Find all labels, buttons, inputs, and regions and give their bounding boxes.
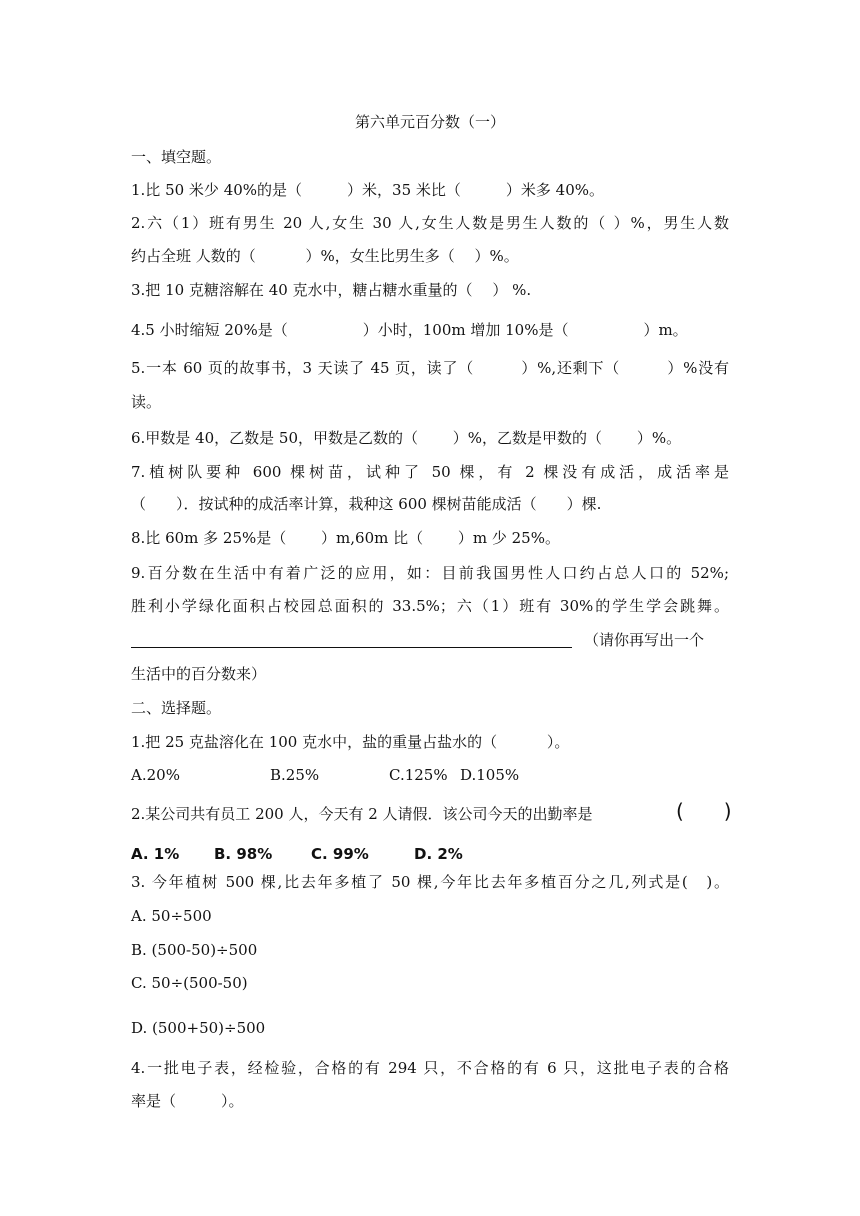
choice-2-option-c: C. 99% <box>311 845 369 863</box>
choice-3-option-d: D. (500+50)÷500 <box>131 1019 266 1037</box>
page-title: 第六单元百分数（一） <box>354 113 505 131</box>
question-9-line-4: 生活中的百分数来） <box>131 665 267 683</box>
choice-question-1: 1.把 25 克盐溶化在 100 克水中，盐的重量占盐水的（ ）。 <box>131 733 570 751</box>
choice-1-option-b: B.25% <box>270 766 320 784</box>
question-2-line-2: 约占全班 人数的（ ）%，女生比男生多（ ）%。 <box>131 247 519 265</box>
choice-2-answer-paren: ( ) <box>676 799 732 823</box>
question-3: 3.把 10 克糖溶解在 40 克水中，糖占糖水重量的（ ） %. <box>131 281 532 299</box>
question-6: 6.甲数是 40，乙数是 50，甲数是乙数的（ ）%，乙数是甲数的（ ）%。 <box>131 429 682 447</box>
choice-1-option-a: A.20% <box>131 766 180 784</box>
choice-question-3: 3. 今年植树 500 棵,比去年多植了 50 棵,今年比去年多植百分之几,列式是( )。 <box>131 873 729 891</box>
choice-3-option-c: C. 50÷(500-50) <box>131 974 248 992</box>
question-8: 8.比 60m 多 25%是（ ）m,60m 比（ ）m 少 25%。 <box>131 529 560 547</box>
choice-3-option-a: A. 50÷500 <box>131 907 212 925</box>
choice-1-option-d: D.105% <box>460 766 520 784</box>
choice-question-2: 2.某公司共有员工 200 人，今天有 2 人请假．该公司今天的出勤率是 <box>131 805 593 823</box>
section-choice-heading: 二、选择题。 <box>131 699 222 717</box>
choice-2-option-b: B. 98% <box>214 845 273 863</box>
question-5-line-1: 5.一本 60 页的故事书，3 天读了 45 页，读了（ ）%,还剩下（ ）%没有 <box>131 359 729 377</box>
question-4: 4.5 小时缩短 20%是（ ）小时，100m 增加 10%是（ ）m。 <box>131 321 688 339</box>
question-1: 1.比 50 米少 40%的是（ ）米，35 米比（ ）米多 40%。 <box>131 181 605 199</box>
choice-question-4-line-1: 4.一批电子表，经检验，合格的有 294 只，不合格的有 6 只，这批电子表的合格 <box>131 1059 729 1077</box>
choice-2-option-d: D. 2% <box>414 845 463 863</box>
question-9-line-2: 胜利小学绿化面积占校园总面积的 33.5%；六（1）班有 30%的学生学会跳舞。 <box>131 597 729 615</box>
question-7-line-2: （ ）．按试种的成活率计算，栽种这 600 棵树苗能成活（ ）棵. <box>131 495 602 513</box>
question-9-prompt: （请你再写出一个 <box>584 631 705 649</box>
question-5-line-2: 读。 <box>131 393 162 411</box>
question-9-answer-line[interactable] <box>131 647 572 648</box>
choice-3-option-b: B. (500-50)÷500 <box>131 941 258 959</box>
question-2-line-1: 2.六（1）班有男生 20 人,女生 30 人,女生人数是男生人数的（ ）%，男生人数 <box>131 214 729 232</box>
question-9-line-1: 9.百分数在生活中有着广泛的应用，如：目前我国男性人口约占总人口的 52%; <box>131 564 729 582</box>
choice-1-option-c: C.125% <box>389 766 448 784</box>
choice-question-4-line-2: 率是（ ）。 <box>131 1092 244 1110</box>
choice-2-option-a: A. 1% <box>131 845 180 863</box>
section-fill-blank-heading: 一、填空题。 <box>131 148 222 166</box>
question-7-line-1: 7.植树队要种 600 棵树苗，试种了 50 棵，有 2 棵没有成活，成活率是 <box>131 463 729 481</box>
